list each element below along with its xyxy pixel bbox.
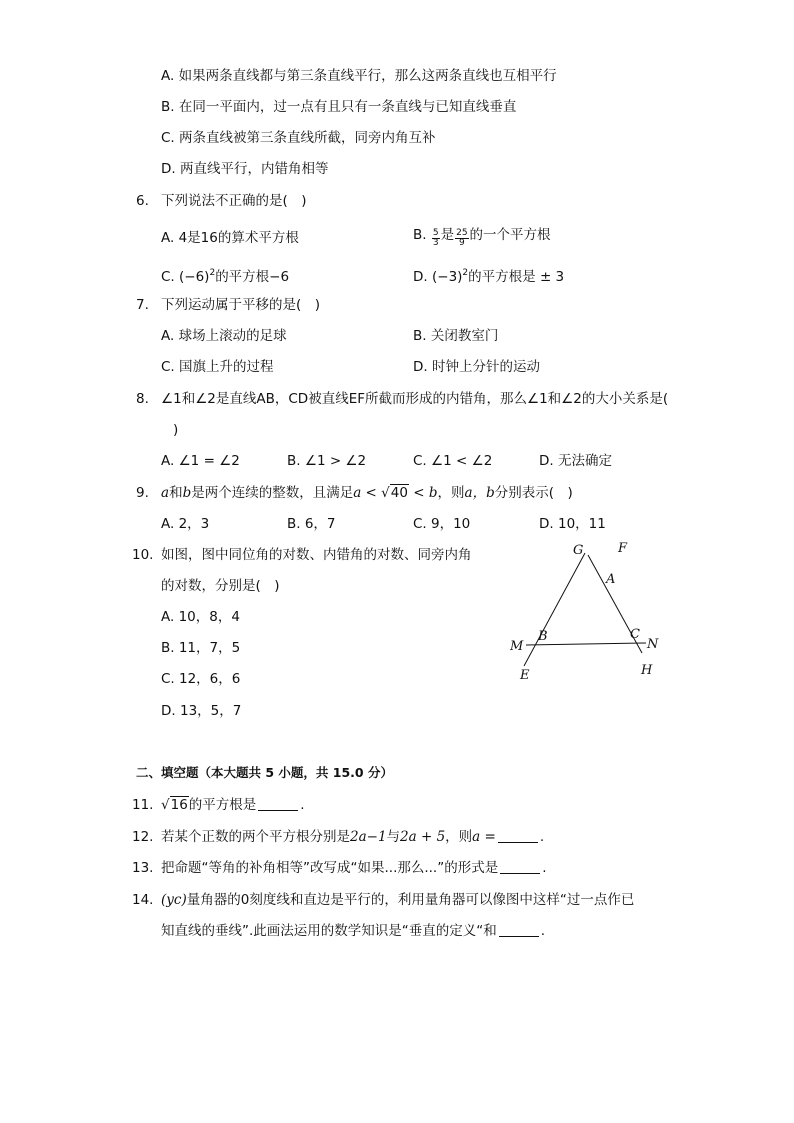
q9-option-a: A. 2，3 bbox=[161, 516, 210, 532]
q8-stem-line1: ∠1和∠2是直线AB，CD被直线EF所截而形成的内错角，那么∠1和∠2的大小关系是( bbox=[161, 391, 669, 407]
q9-var-b: b bbox=[182, 485, 192, 501]
q12-end: . bbox=[539, 829, 545, 845]
q12-eq: a = bbox=[472, 829, 496, 845]
q14-line1 bbox=[161, 891, 634, 909]
q9-option-d: D. 10，11 bbox=[539, 516, 606, 532]
q9-var-a: a bbox=[161, 485, 170, 501]
q7-stem: 下列运动属于平移的是( ) bbox=[161, 297, 321, 313]
q14-answer-blank[interactable] bbox=[499, 922, 539, 937]
q6-option-b bbox=[413, 226, 551, 248]
q14-line2-text: 知直线的垂线”.此画法运用的数学知识是“垂直的定义“和 bbox=[161, 923, 497, 939]
q9-stem bbox=[161, 484, 573, 502]
q7-option-d: D. 时钟上分针的运动 bbox=[413, 359, 540, 375]
q12-stem bbox=[161, 828, 544, 846]
q11-sqrt: √16 bbox=[161, 797, 188, 813]
q8-option-c: C. ∠1 < ∠2 bbox=[413, 453, 493, 469]
q8-option-a: A. ∠1 = ∠2 bbox=[161, 453, 240, 469]
q14-line1-text: 量角器的0刻度线和直边是平行的，利用量角器可以像图中这样“过一点作已 bbox=[186, 892, 635, 908]
q5-option-b: B. 在同一平面内，过一点有且只有一条直线与已知直线垂直 bbox=[161, 99, 517, 115]
label-G: G bbox=[573, 543, 584, 558]
q6-b-rest: 的一个平方根 bbox=[469, 227, 551, 243]
q6-stem: 下列说法不正确的是( ) bbox=[161, 193, 307, 209]
q6-a-label: A. bbox=[161, 230, 175, 246]
q9-stem-vars: a，b bbox=[464, 485, 495, 501]
q10-option-a: A. 10，8，4 bbox=[161, 609, 240, 625]
q6-d-rest: 的平方根是 ± 3 bbox=[468, 269, 565, 285]
q10-stem-line1: 如图，图中同位角的对数、内错角的对数、同旁内角 bbox=[161, 547, 472, 563]
q6-b-fraction-5-3: $\frac{5}{3}$ bbox=[432, 228, 439, 248]
q14-end: . bbox=[540, 923, 546, 939]
q12-number: 12. bbox=[132, 829, 154, 845]
q6-option-d bbox=[413, 264, 564, 286]
q9-stem-end-pre: ，则 bbox=[437, 485, 465, 501]
q5-option-a: A. 如果两条直线都与第三条直线平行，那么这两条直线也互相平行 bbox=[161, 68, 557, 84]
q9-and: 和 bbox=[169, 485, 183, 501]
q12-answer-blank[interactable] bbox=[498, 828, 538, 843]
q14-line2 bbox=[161, 922, 545, 940]
q10-number: 10. bbox=[132, 547, 154, 563]
q12-pre: 若某个正数的两个平方根分别是 bbox=[161, 829, 350, 845]
q6-c-rest: 的平方根−6 bbox=[215, 269, 290, 285]
q8-stem-line2: ) bbox=[173, 422, 179, 438]
q6-d-base: (−3) bbox=[431, 269, 463, 285]
q7-option-b: B. 关闭教室门 bbox=[413, 328, 499, 344]
q9-ineq-right: < b bbox=[413, 485, 438, 501]
label-C: C bbox=[630, 627, 640, 642]
q9-option-b: B. 6，7 bbox=[287, 516, 336, 532]
q14-paren: (yc) bbox=[161, 892, 187, 908]
q10-triangle-figure bbox=[500, 535, 670, 685]
q6-c-label: C. bbox=[161, 269, 175, 285]
q6-b-label: B. bbox=[413, 227, 427, 243]
q12-then: ，则 bbox=[445, 829, 473, 845]
q11-answer-blank[interactable] bbox=[258, 796, 298, 811]
q7-number: 7. bbox=[136, 297, 149, 313]
q5-option-c: C. 两条直线被第三条直线所截，同旁内角互补 bbox=[161, 130, 436, 146]
label-H: H bbox=[641, 663, 653, 678]
label-B: B bbox=[538, 629, 548, 644]
q9-option-c: C. 9，10 bbox=[413, 516, 471, 532]
q11-number: 11. bbox=[132, 797, 154, 813]
q6-b-fraction-25-9: $\frac{25}{9}$ bbox=[456, 228, 468, 248]
q6-option-a bbox=[161, 229, 299, 247]
q10-option-d: D. 13，5，7 bbox=[161, 703, 242, 719]
q6-d-label: D. bbox=[413, 269, 428, 285]
q6-c-base: (−6) bbox=[179, 269, 210, 285]
q9-stem-mid: 是两个连续的整数，且满足 bbox=[191, 485, 354, 501]
q6-c-exp: 2 bbox=[209, 268, 216, 278]
q9-ineq-left: a < bbox=[353, 485, 377, 501]
q13-end: . bbox=[542, 860, 547, 876]
label-M: M bbox=[510, 639, 524, 654]
q12-expr2: 2a + 5 bbox=[400, 829, 446, 845]
q10-option-c: C. 12，6，6 bbox=[161, 671, 241, 687]
q13-text: 把命题“等角的补角相等”改写成“如果...那么...”的形式是 bbox=[161, 860, 499, 876]
label-A: A bbox=[606, 572, 616, 587]
q6-b-is: 是 bbox=[440, 227, 455, 243]
q13-answer-blank[interactable] bbox=[500, 859, 540, 874]
q13-number: 13. bbox=[132, 860, 154, 876]
label-F: F bbox=[618, 541, 628, 556]
q11-end: . bbox=[300, 797, 305, 813]
label-N: N bbox=[647, 637, 659, 652]
q6-d-exp: 2 bbox=[462, 268, 469, 278]
q8-option-b: B. ∠1 > ∠2 bbox=[287, 453, 367, 469]
q8-number: 8. bbox=[136, 391, 149, 407]
q10-stem-line2: 的对数，分别是( ) bbox=[161, 578, 280, 594]
q10-option-b: B. 11，7，5 bbox=[161, 640, 241, 656]
q11-rest: 的平方根是 bbox=[188, 797, 257, 813]
q12-expr1: 2a−1 bbox=[350, 829, 387, 845]
q8-option-d: D. 无法确定 bbox=[539, 453, 612, 469]
q6-a-text: 4是16的算术平方根 bbox=[178, 230, 299, 246]
q9-number: 9. bbox=[136, 485, 149, 501]
q9-stem-end: 分别表示( ) bbox=[494, 485, 573, 501]
q6-number: 6. bbox=[136, 193, 149, 209]
q12-mid: 与 bbox=[386, 829, 401, 845]
q9-sqrt: √40 bbox=[381, 485, 408, 501]
q7-option-c: C. 国旗上升的过程 bbox=[161, 359, 274, 375]
q11-stem bbox=[161, 796, 305, 814]
q7-option-a: A. 球场上滚动的足球 bbox=[161, 328, 287, 344]
line-FE bbox=[524, 553, 585, 666]
section-2-title: 二、填空题（本大题共 5 小题，共 15.0 分） bbox=[136, 765, 393, 780]
q13-stem bbox=[161, 859, 547, 877]
q5-option-d: D. 两直线平行，内错角相等 bbox=[161, 161, 329, 177]
label-E: E bbox=[520, 668, 530, 683]
q14-number: 14. bbox=[132, 892, 154, 908]
q6-option-c bbox=[161, 264, 289, 286]
